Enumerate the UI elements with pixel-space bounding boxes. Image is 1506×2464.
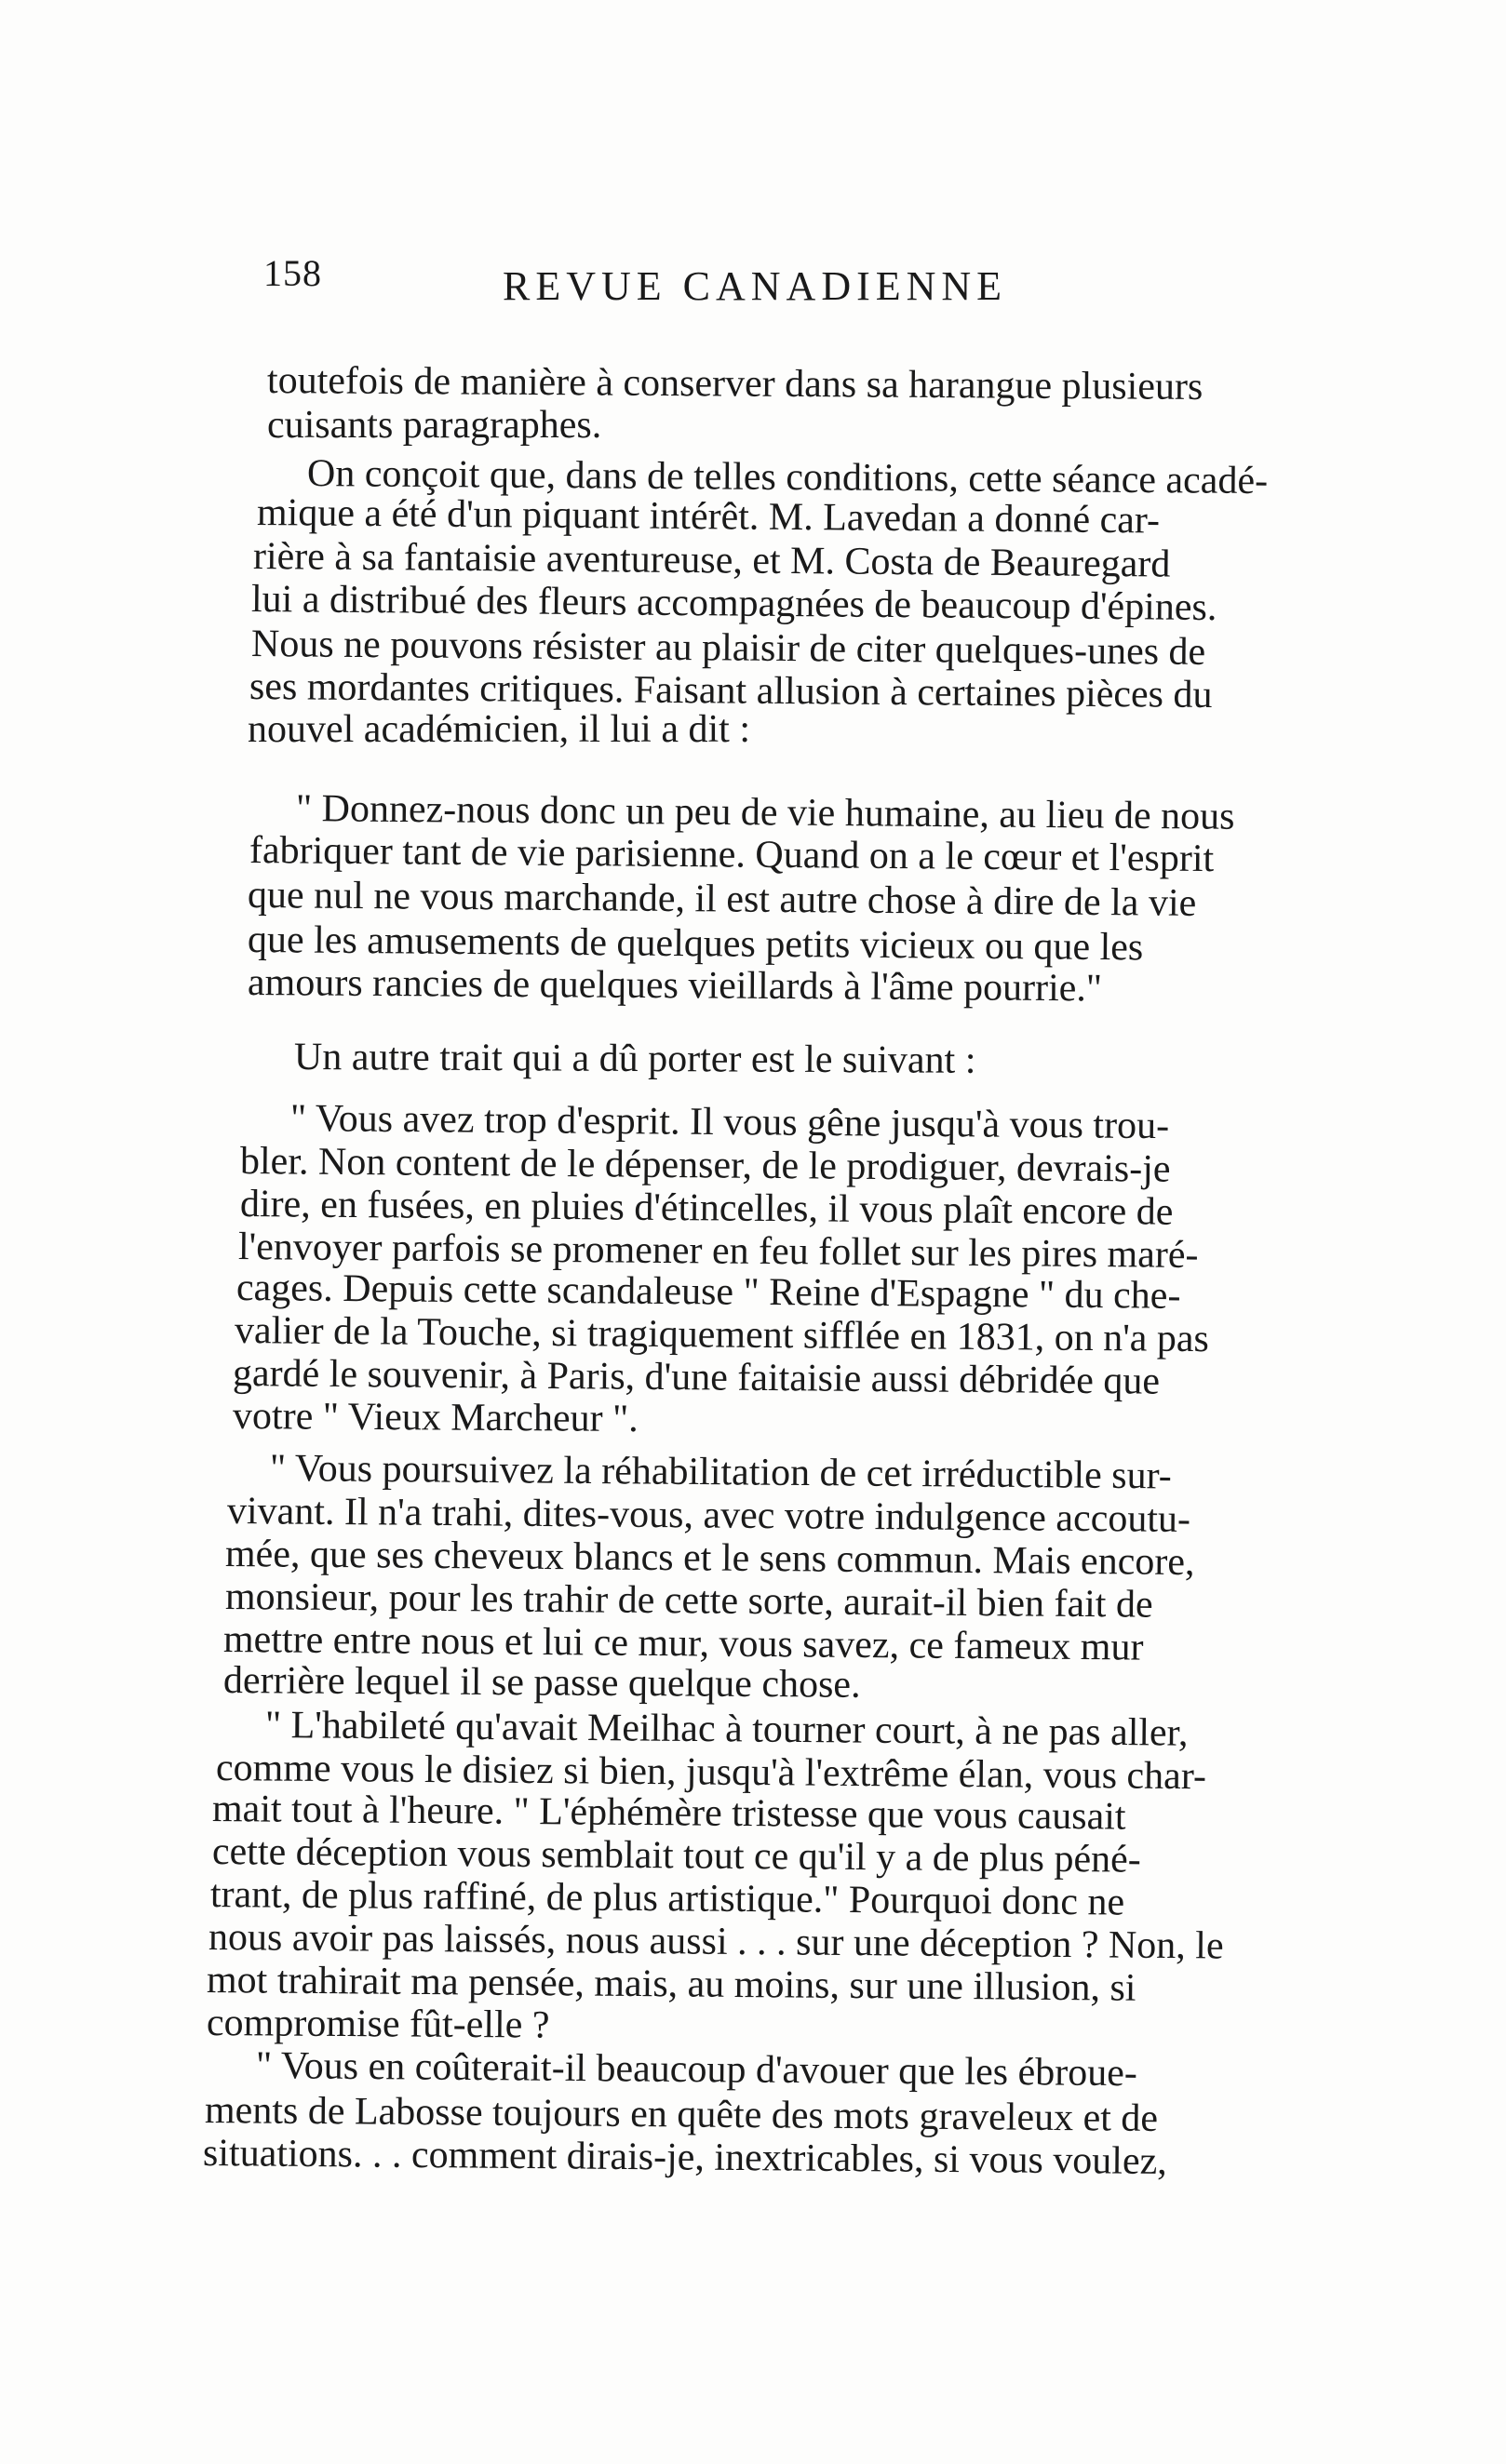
text-line: " Vous en coûterait-il beaucoup d'avouer que les ébroue-	[255, 2044, 1138, 2096]
text-line: rière à sa fantaisie aventureuse, et M. Costa de Beauregard	[252, 535, 1171, 586]
text-line: " Donnez-nous donc un peu de vie humaine, au lieu de nous	[295, 787, 1235, 838]
text-line: l'envoyer parfois se promener en feu follet sur les pires maré-	[237, 1225, 1199, 1278]
text-line: nouvel académicien, il lui a dit :	[248, 708, 750, 751]
text-line: gardé le souvenir, à Paris, d'une faitaisie aussi débridée que	[232, 1352, 1161, 1403]
text-line: derrière lequel il se passe quelque chose.	[222, 1659, 861, 1707]
text-line: lui a distribué des fleurs accompagnées de beaucoup d'épines.	[250, 578, 1217, 630]
text-line: cages. Depuis cette scandaleuse " Reine d'Espagne " du che-	[235, 1266, 1181, 1318]
text-line: que les amusements de quelques petits vicieux ou que les	[247, 918, 1144, 970]
text-line: " Vous poursuivez la réhabilitation de cet irréductible sur-	[269, 1447, 1172, 1498]
text-line: votre " Vieux Marcheur ".	[232, 1395, 639, 1441]
text-line: nous avoir pas laissés, nous aussi . . . sur une déception ? Non, le	[208, 1916, 1224, 1968]
text-line: situations. . . comment dirais-je, inextricables, si vous voulez,	[202, 2132, 1167, 2184]
text-line: mait tout à l'heure. " L'éphémère tristesse que vous causait	[211, 1788, 1126, 1839]
text-line: mique a été d'un piquant intérêt. M. Lavedan a donné car-	[256, 491, 1161, 542]
text-line: dire, en fusées, en pluies d'étincelles, il vous plaît encore de	[239, 1183, 1174, 1234]
text-line: On conçoit que, dans de telles conditions, cette séance acadé-	[306, 452, 1269, 503]
text-line: bler. Non content de le dépenser, de le prodiguer, devrais-je	[239, 1140, 1171, 1191]
text-line: valier de la Touche, si tragiquement sifflée en 1831, on n'a pas	[234, 1309, 1210, 1361]
text-line: toutefois de manière à conserver dans sa harangue plusieurs	[266, 359, 1203, 409]
text-line: comme vous le disiez si bien, jusqu'à l'extrême élan, vous char-	[215, 1747, 1207, 1799]
text-line: mot trahirait ma pensée, mais, au moins, sur une illusion, si	[206, 1959, 1136, 2010]
text-line: cuisants paragraphes.	[267, 404, 602, 447]
text-line: " Vous avez trop d'esprit. Il vous gêne jusqu'à vous trou-	[289, 1097, 1170, 1148]
text-line: cette déception vous semblait tout ce qu'il y a de plus péné-	[211, 1830, 1141, 1881]
text-line: mée, que ses cheveux blancs et le sens commun. Mais encore,	[224, 1533, 1195, 1585]
text-line: ments de Labosse toujours en quête des mots graveleux et de	[204, 2089, 1159, 2140]
text-line: vivant. Il n'a trahi, dites-vous, avec votre indulgence accoutu-	[226, 1490, 1191, 1542]
text-line: amours rancies de quelques vieillards à l'âme pourrie."	[247, 961, 1103, 1011]
text-line: Nous ne pouvons résister au plaisir de citer quelques-unes de	[250, 623, 1206, 674]
text-line: mettre entre nous et lui ce mur, vous savez, ce fameux mur	[222, 1618, 1144, 1669]
text-line: compromise fût-elle ?	[206, 2002, 550, 2047]
text-line: trant, de plus raffiné, de plus artistique." Pourquoi donc ne	[209, 1873, 1125, 1924]
running-head: REVUE CANADIENNE	[503, 263, 1008, 309]
text-line: monsieur, pour les trahir de cette sorte, aurait-il bien fait de	[224, 1575, 1153, 1627]
text-line: " L'habileté qu'avait Meilhac à tourner court, à ne pas aller,	[264, 1704, 1189, 1755]
text-line: fabriquer tant de vie parisienne. Quand on a le cœur et l'esprit	[249, 829, 1215, 881]
text-line: que nul ne vous marchande, il est autre chose à dire de la vie	[247, 874, 1197, 925]
text-line: ses mordantes critiques. Faisant allusion à certaines pièces du	[249, 665, 1213, 717]
page-number: 158	[263, 252, 322, 294]
text-line: Un autre trait qui a dû porter est le suivant :	[293, 1036, 976, 1082]
